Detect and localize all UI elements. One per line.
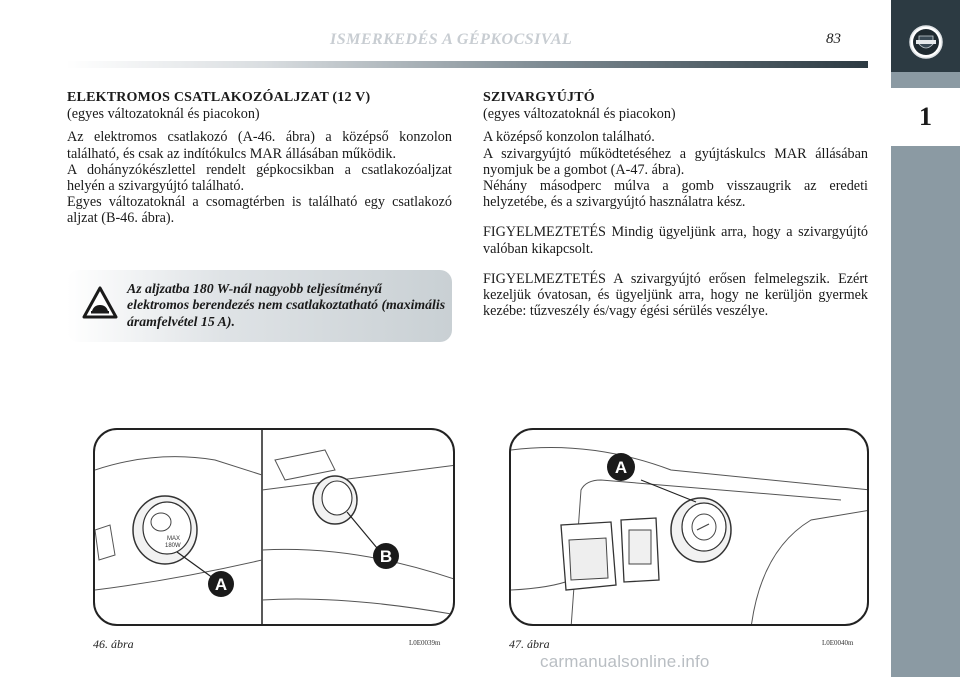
chapter-tab[interactable]	[891, 88, 960, 146]
body-paragraph	[483, 129, 868, 210]
section-subheading: (egyes változatoknál és piacokon)	[483, 106, 676, 123]
body-line: A dohányzókészlettel rendelt gépkocsikban a csatlakozóaljzat helyén a szivargyújtó található.	[67, 161, 452, 195]
header-rule	[66, 61, 868, 68]
body-line: Néhány másodperc múlva a gomb visszaugrik az eredeti helyzetébe, és a szivargyújtó használatra kész.	[483, 178, 868, 211]
warning-paragraph: FIGYELMEZTETÉS A szivargyújtó erősen felmelegszik. Ezért kezeljük óvatosan, és ügyeljünk arra, hogy ne kerüljön gyermek kezébe: tűzveszély és/vagy égési sérülés veszélye.	[483, 270, 868, 320]
label-a: A	[614, 458, 628, 477]
figure-47-illustration	[511, 430, 869, 626]
figure-47	[509, 428, 869, 626]
warning-paragraph: FIGYELMEZTETÉS Mindig ügyeljünk arra, hogy a szivargyújtó valóban kikapcsolt.	[483, 224, 868, 257]
page-number: 83	[826, 31, 841, 47]
chapter-number: 1	[919, 102, 932, 131]
figure-46	[93, 428, 455, 626]
figure-code: L0E0039m	[409, 639, 441, 647]
body-line: A középső konzolon található.	[483, 129, 655, 146]
body-paragraph	[67, 129, 452, 226]
body-line: Az elektromos csatlakozó (A-46. ábra) a középső konzolon található, és csak az indítókulcs MAR állásában működik.	[67, 129, 452, 162]
section-heading: SZIVARGYÚJTÓ	[483, 90, 595, 105]
chapter-sidebar	[891, 0, 960, 677]
warning-box	[67, 270, 452, 342]
body-line: Egyes változatoknál a csomagtérben is található egy csatlakozó aljzat (B-46. ábra).	[67, 194, 452, 227]
figure-46-illustration	[95, 430, 455, 626]
figure-caption: 46. ábra	[93, 637, 134, 651]
warning-text: Az aljzatba 180 W-nál nagyobb teljesítményű elektromos berendezés nem csatlakoztatható (maximális áramfelvétel 15 A).	[127, 281, 446, 329]
label-b: B	[379, 547, 393, 566]
warning-triangle-icon	[82, 286, 118, 320]
socket-label-watt: 180W	[165, 543, 181, 549]
lancia-shield-icon	[908, 24, 944, 60]
socket-label-max: MAX	[167, 536, 181, 542]
logo-box	[891, 0, 960, 72]
right-column	[483, 90, 868, 319]
running-header: ISMERKEDÉS A GÉPKOCSIVAL	[330, 31, 573, 48]
figure-code: L0E0040m	[822, 639, 854, 647]
left-column	[67, 90, 452, 227]
section-heading: ELEKTROMOS CSATLAKOZÓALJZAT (12 V)	[67, 90, 371, 105]
section-subheading: (egyes változatoknál és piacokon)	[67, 106, 260, 123]
watermark[interactable]: carmanualsonline.info	[540, 652, 710, 671]
figure-caption: 47. ábra	[509, 637, 550, 651]
body-line: A szivargyújtó működtetéséhez a gyújtáskulcs MAR állásában nyomjuk be a gombot (A-47. ábra).	[483, 145, 868, 178]
label-a: A	[214, 575, 228, 594]
